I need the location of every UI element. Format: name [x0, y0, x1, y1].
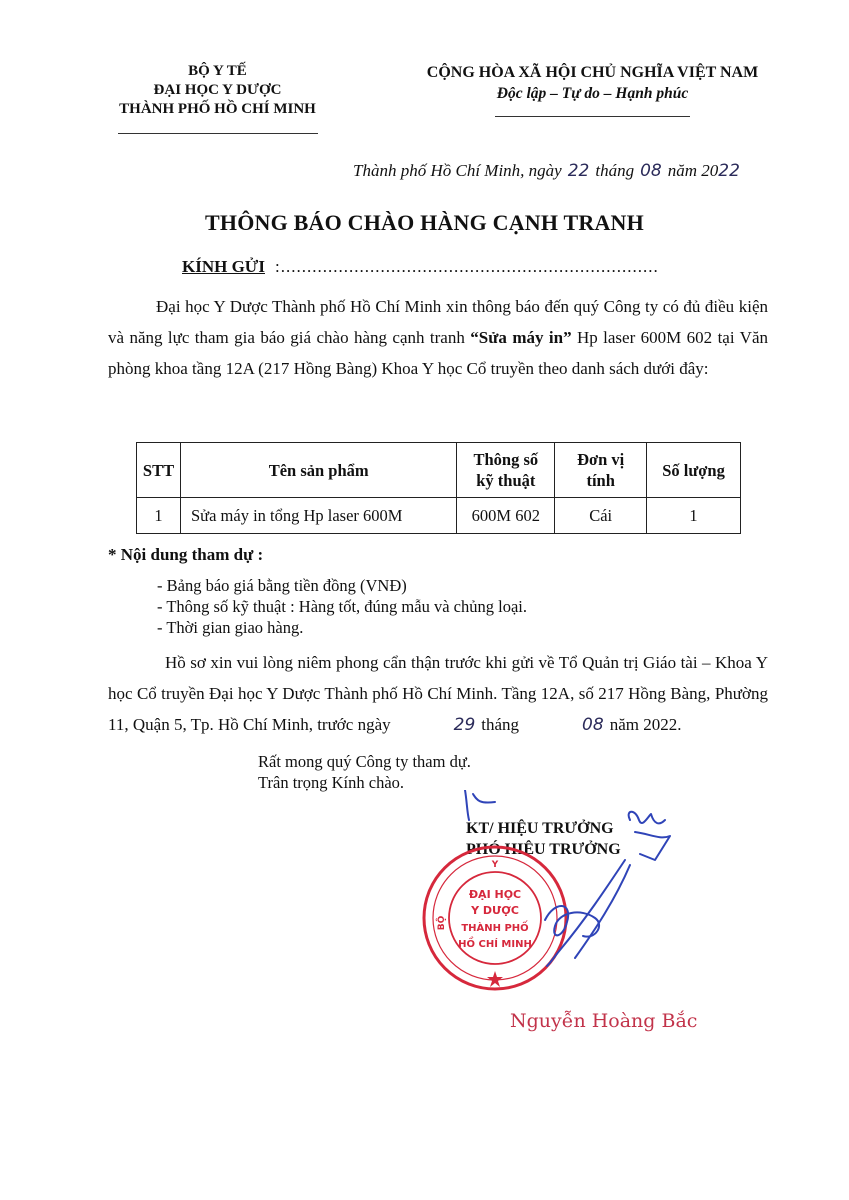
date-year-label: năm 20 [667, 161, 719, 180]
cell-qty: 1 [647, 498, 741, 534]
list-item: - Thời gian giao hàng. [157, 618, 304, 637]
submission-month: 08 [582, 715, 604, 735]
list-item: - Thông số kỹ thuật : Hàng tốt, đúng mẫu và chủng loại. [157, 597, 527, 616]
intro-part2: Hp laser 600M 602 tại Văn phòng khoa tầng 12A (217 Hồng Bàng) Khoa Y học Cổ truyền theo danh sách dưới đây: [108, 328, 768, 378]
recipient-label: KÍNH GỬI [182, 257, 265, 276]
country-name: CỘNG HÒA XÃ HỘI CHỦ NGHĨA VIỆT NAM [426, 64, 759, 81]
submission-year: năm 2022. [609, 715, 682, 734]
ministry-name: BỘ Y TẾ [188, 63, 247, 79]
city-name: THÀNH PHỐ HỒ CHÍ MINH [119, 101, 316, 117]
seal-ring-left: BỘ [437, 915, 447, 931]
col-header-unit-1: Đơn vị [577, 450, 625, 469]
submission-paragraph [108, 647, 768, 741]
submission-day: 29 [453, 715, 476, 735]
col-header-unit-2: tính [586, 471, 615, 490]
seal-line-1: ĐẠI HỌC [468, 888, 522, 901]
date-line [353, 161, 740, 181]
handwritten-signature-icon [455, 790, 685, 980]
national-header [395, 62, 790, 117]
col-header-spec [457, 443, 555, 498]
date-year-end: 22 [718, 161, 740, 181]
cell-name: Sửa máy in tổng Hp laser 600M [180, 498, 456, 534]
seal-line-4: HỒ CHÍ MINH [458, 939, 532, 950]
participation-heading: * Nội dung tham dự : [108, 545, 264, 564]
submission-text: Hồ sơ xin vui lòng niêm phong cẩn thận trước khi gửi về Tổ Quản trị Giáo tài – Khoa Y học Cổ truyền Đại học Y Dược Thành phố Hồ Chí Minh. Tầng 12A, số 217 Hồng Bàng, Phường 11, Quận 5, Tp. Hồ Chí Minh, trước ngày [108, 653, 768, 734]
seal-line-3: THÀNH PHỐ [461, 923, 529, 934]
date-month-label: tháng [595, 161, 635, 180]
col-header-spec-1: Thông số [473, 450, 539, 469]
table-row [137, 498, 741, 534]
header-right-rule [495, 116, 690, 117]
product-table [136, 442, 741, 534]
participation-list [157, 575, 527, 638]
intro-bold: “Sửa máy in” [470, 328, 572, 347]
col-header-qty: Số lượng [647, 443, 741, 498]
col-header-name: Tên sản phẩm [180, 443, 456, 498]
table-header-row [137, 443, 741, 498]
intro-part1: Đại học Y Dược Thành phố Hồ Chí Minh xin thông báo đến quý Công ty có đủ điều kiện và năng lực tham gia báo giá chào hàng cạnh tranh [108, 297, 768, 347]
closing-line-1: Rất mong quý Công ty tham dự. [258, 752, 471, 771]
date-month: 08 [640, 161, 662, 181]
col-header-unit [555, 443, 647, 498]
col-header-stt: STT [137, 443, 181, 498]
col-header-spec-2: kỹ thuật [476, 471, 536, 490]
cell-spec: 600M 602 [457, 498, 555, 534]
cell-unit: Cái [555, 498, 647, 534]
cell-stt: 1 [137, 498, 181, 534]
national-motto: Độc lập – Tự do – Hạnh phúc [496, 85, 689, 102]
date-day: 22 [567, 161, 590, 181]
intro-paragraph [108, 291, 768, 384]
closing-line-2: Trân trọng Kính chào. [258, 773, 405, 792]
seal-line-2: Y DƯỢC [471, 904, 519, 917]
closing-block [258, 751, 471, 793]
header-left-rule [118, 133, 318, 134]
submission-month-label: tháng [481, 715, 520, 734]
issuing-organization [95, 62, 340, 134]
seal-ring-top: Y [491, 860, 499, 870]
signer-name: Nguyễn Hoàng Bắc [510, 1010, 698, 1032]
recipient-line [182, 257, 659, 277]
date-prefix: Thành phố Hồ Chí Minh, ngày [353, 161, 562, 180]
list-item: - Bảng báo giá bằng tiền đồng (VNĐ) [157, 576, 407, 595]
signature-title-line-2: PHÓ HIỆU TRƯỞNG [466, 841, 621, 858]
university-name: ĐẠI HỌC Y DƯỢC [153, 82, 282, 98]
signature-title-line-1: KT/ HIỆU TRƯỞNG [466, 820, 614, 837]
document-title: THÔNG BÁO CHÀO HÀNG CẠNH TRANH [205, 210, 644, 235]
recipient-dots: :........................................................................ [274, 257, 659, 276]
